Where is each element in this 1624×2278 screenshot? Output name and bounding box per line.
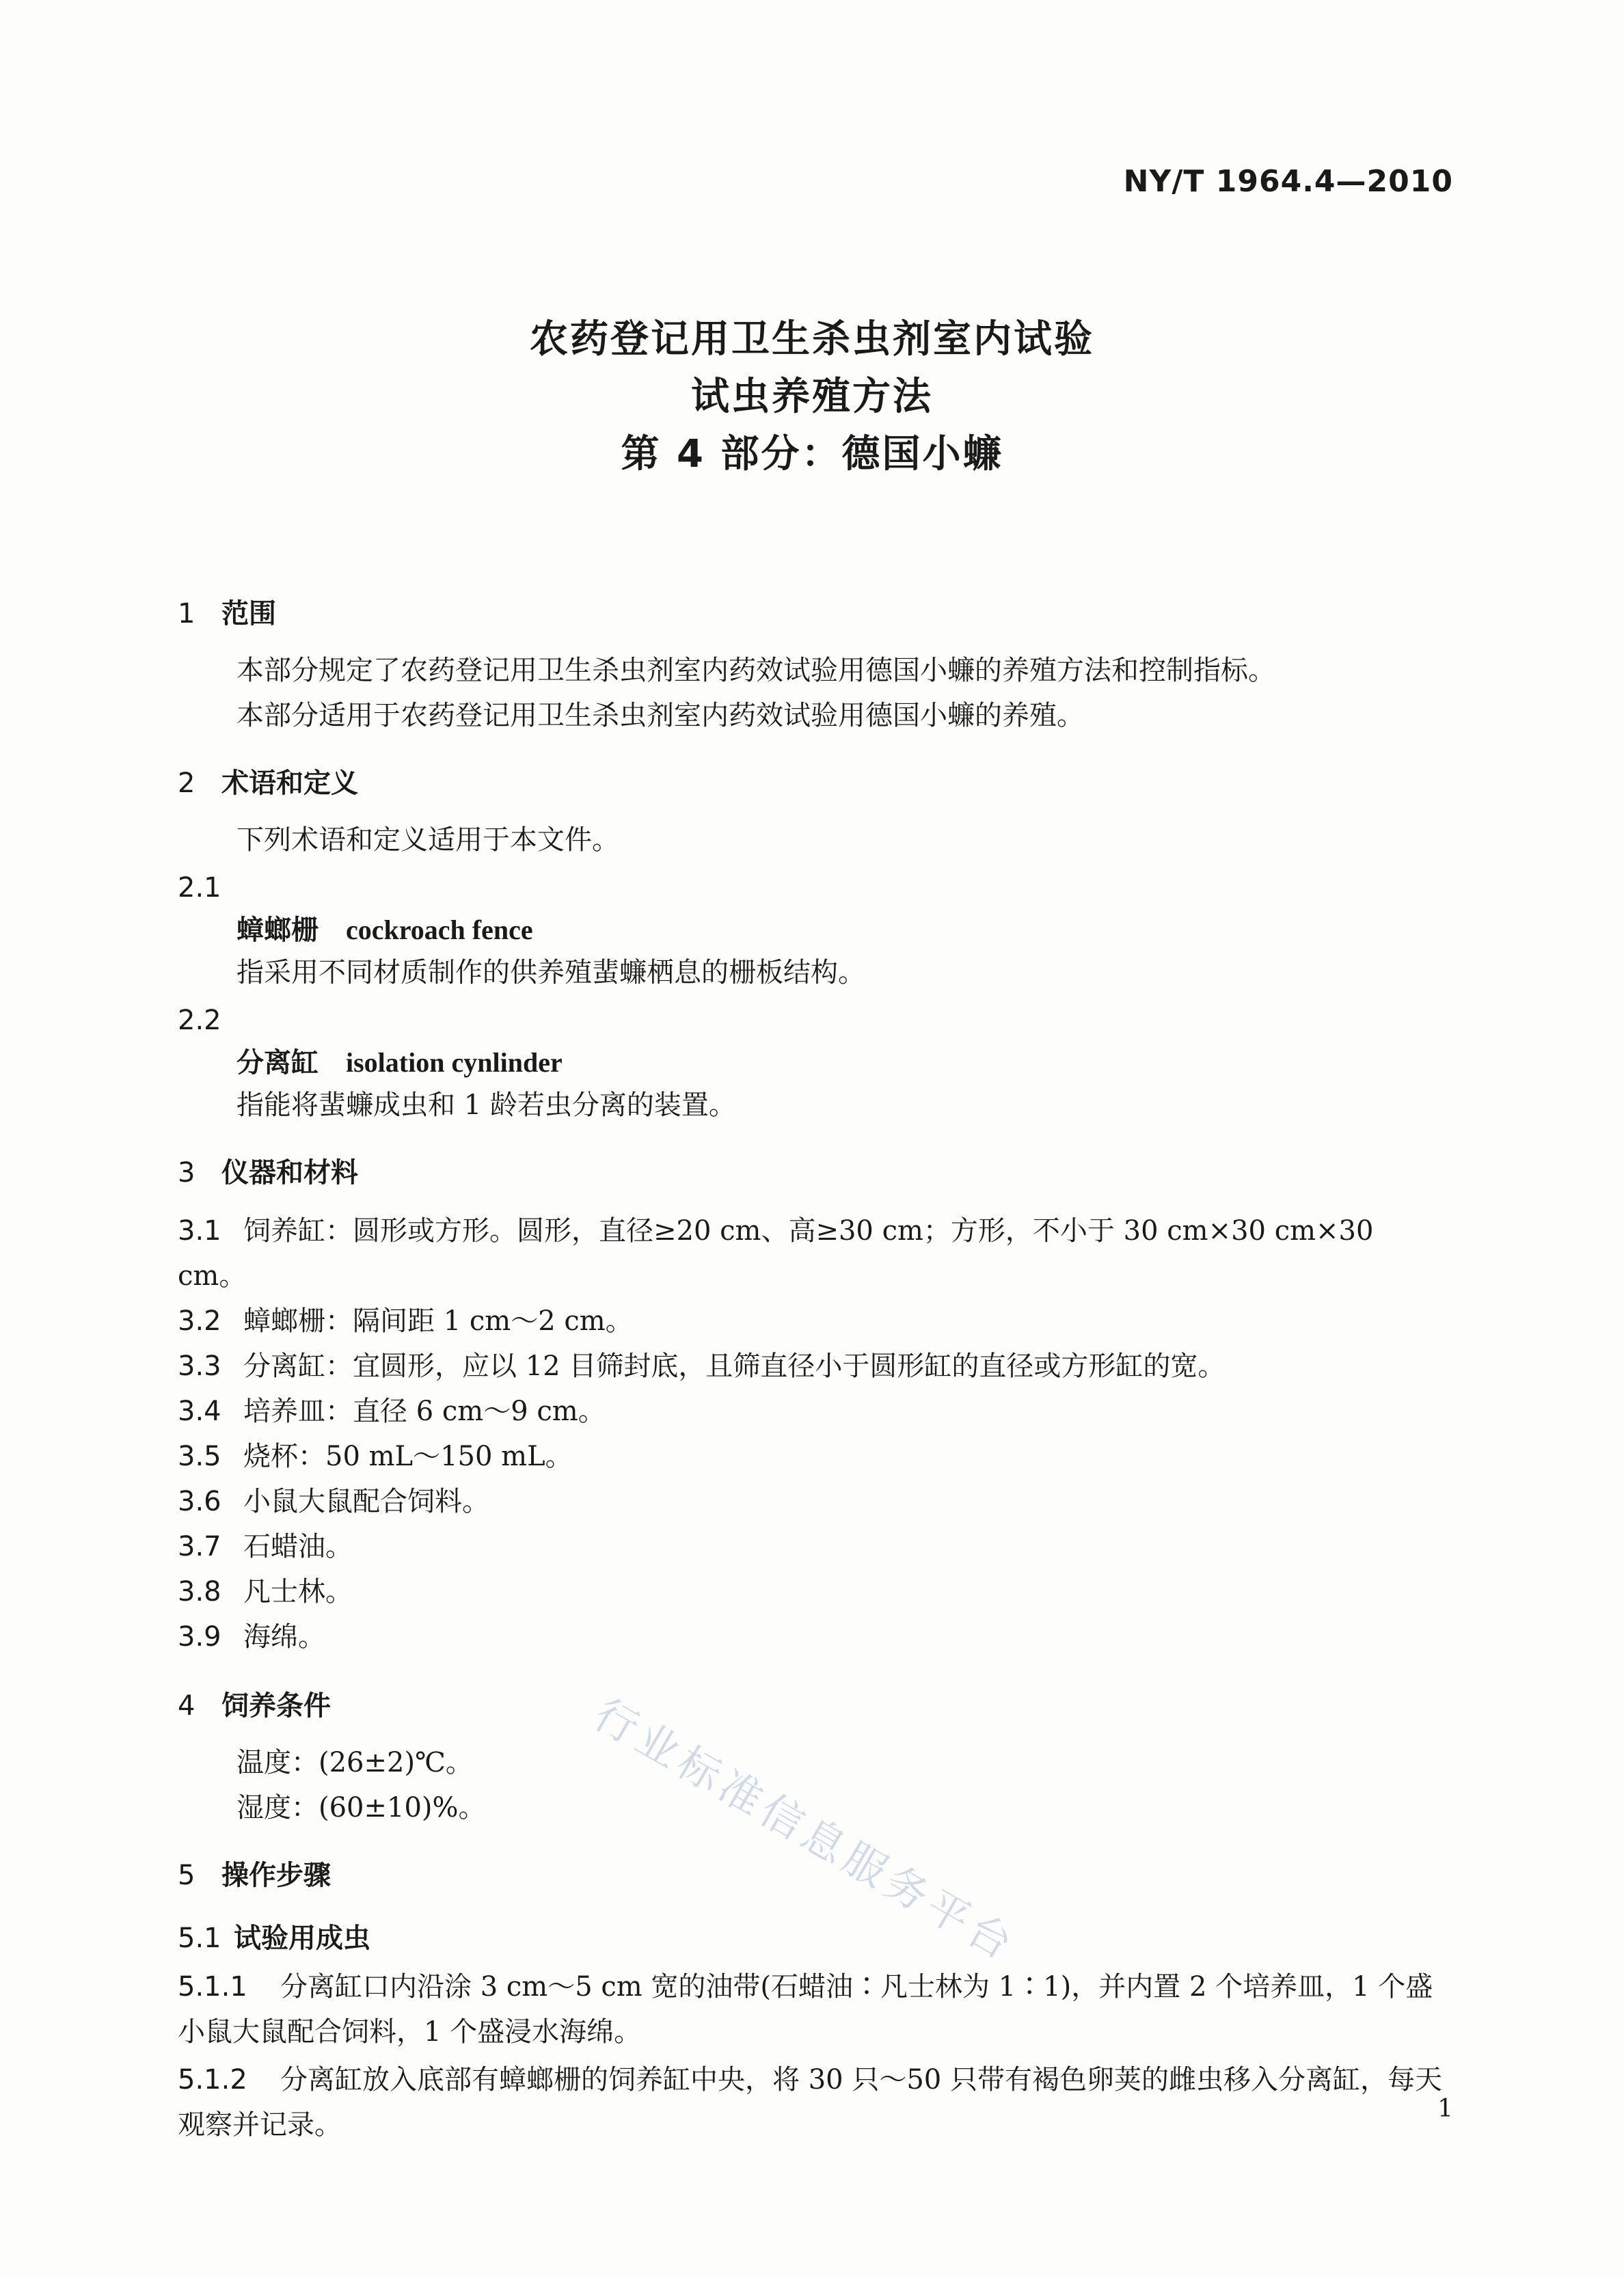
clause	[178, 2057, 1449, 2147]
item-number: 3.5	[178, 1441, 221, 1472]
item-number: 3.9	[178, 1621, 221, 1653]
list-item	[178, 1344, 1449, 1389]
paragraph: 下列术语和定义适用于本文件。	[236, 824, 619, 856]
section-heading-scope	[178, 592, 1449, 636]
item-text: 烧杯：50 mL～150 mL。	[243, 1441, 573, 1472]
subsection-number: 5.1	[178, 1923, 221, 1954]
item-number: 3.2	[178, 1305, 221, 1337]
paragraph-temperature: 温度：(26±2)℃。	[236, 1747, 473, 1778]
document-title	[0, 311, 1624, 483]
list-item	[178, 1614, 1449, 1659]
item-text: 蟑螂栅：隔间距 1 cm～2 cm。	[243, 1305, 633, 1337]
section-heading-instruments	[178, 1151, 1449, 1195]
document-body	[178, 567, 1449, 2147]
page-number: 1	[1437, 2095, 1453, 2123]
subsection-title: 试验用成虫	[234, 1923, 370, 1954]
item-text: 分离缸：宜圆形，应以 12 目筛封底，且筛直径小于圆形缸的直径或方形缸的宽。	[243, 1351, 1226, 1382]
clause-text: 分离缸口内沿涂 3 cm～5 cm 宽的油带(石蜡油∶凡士林为 1∶1)，并内置 2 个培养皿，1 个盛小鼠大鼠配合饲料，1 个盛浸水海绵。	[178, 1971, 1433, 2048]
item-number: 3.3	[178, 1351, 221, 1382]
item-number: 3.6	[178, 1486, 221, 1517]
term-entry	[178, 1042, 1449, 1084]
item-text: 凡士林。	[243, 1576, 353, 1608]
section-heading-conditions	[178, 1684, 1449, 1728]
clause-number: 5.1.2	[178, 2064, 247, 2096]
item-number: 3.7	[178, 1531, 221, 1562]
list-item	[178, 1299, 1449, 1344]
item-number: 3.1	[178, 1215, 221, 1247]
paragraph: 本部分规定了农药登记用卫生杀虫剂室内药效试验用德国小蠊的养殖方法和控制指标。	[236, 655, 1275, 686]
list-item	[178, 1479, 1449, 1524]
item-text: 饲养缸：圆形或方形。圆形，直径≥20 cm、高≥30 cm；方形，不小于 30 cm×30 cm×30 cm。	[178, 1215, 1374, 1292]
section-title: 饲养条件	[221, 1690, 331, 1722]
paragraph-humidity: 湿度：(60±10)%。	[236, 1792, 486, 1823]
paragraph: 本部分适用于农药登记用卫生杀虫剂室内药效试验用德国小蠊的养殖。	[236, 700, 1084, 731]
title-line-2: 试虫养殖方法	[691, 375, 933, 419]
term-chinese: 蟑螂栅	[236, 914, 319, 946]
section-heading-terms	[178, 761, 1449, 805]
item-number: 3.4	[178, 1396, 221, 1427]
section-number: 5	[178, 1860, 195, 1891]
item-text: 海绵。	[243, 1621, 325, 1653]
term-english: isolation cynlinder	[346, 1047, 563, 1078]
item-text: 培养皿：直径 6 cm～9 cm。	[243, 1396, 606, 1427]
section-number: 4	[178, 1690, 195, 1722]
term-number: 2.1	[178, 872, 221, 904]
term-entry	[178, 909, 1449, 951]
section-title: 范围	[221, 598, 276, 629]
list-item	[178, 1524, 1449, 1569]
section-title: 仪器和材料	[221, 1157, 358, 1189]
clause	[178, 1964, 1449, 2055]
term-english: cockroach fence	[346, 914, 533, 945]
list-item	[178, 1434, 1449, 1479]
item-number: 3.8	[178, 1576, 221, 1608]
section-title: 术语和定义	[221, 768, 358, 799]
section-number: 1	[178, 598, 195, 629]
item-text: 小鼠大鼠配合饲料。	[243, 1486, 489, 1517]
list-item	[178, 1389, 1449, 1434]
subsection-heading	[178, 1916, 1449, 1960]
term-number: 2.2	[178, 1005, 221, 1036]
title-line-1: 农药登记用卫生杀虫剂室内试验	[530, 317, 1094, 362]
list-item	[178, 1569, 1449, 1614]
term-definition: 指采用不同材质制作的供养殖蜚蠊栖息的栅板结构。	[236, 957, 865, 988]
item-text: 石蜡油。	[243, 1531, 353, 1562]
term-definition: 指能将蜚蠊成虫和 1 龄若虫分离的装置。	[236, 1089, 736, 1121]
title-line-3: 第 4 部分：德国小蠊	[621, 432, 1003, 476]
watermark: 行业标准信息服务平台	[586, 1689, 1025, 1972]
section-title: 操作步骤	[221, 1860, 331, 1891]
clause-text: 分离缸放入底部有蟑螂栅的饲养缸中央，将 30 只～50 只带有褐色卵荚的雌虫移入分离缸，每天观察并记录。	[178, 2064, 1442, 2141]
standard-number: NY/T 1964.4—2010	[1123, 164, 1453, 199]
list-item	[178, 1208, 1449, 1299]
term-chinese: 分离缸	[236, 1046, 319, 1079]
clause-number: 5.1.1	[178, 1971, 247, 2003]
section-number: 2	[178, 768, 195, 799]
section-number: 3	[178, 1157, 195, 1189]
